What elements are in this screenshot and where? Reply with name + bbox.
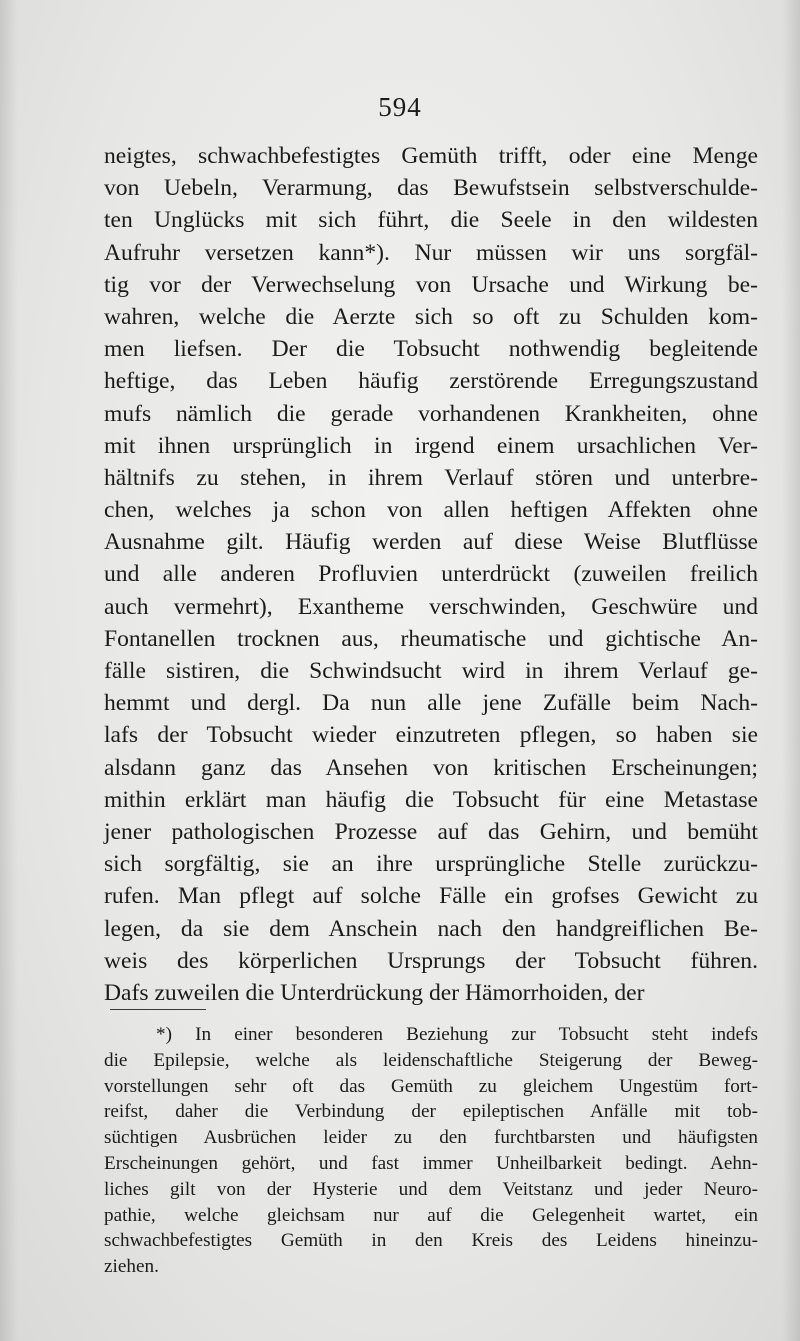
- body-text: [104, 140, 758, 1009]
- body-line: fälle sistiren, die Schwindsucht wird in ihrem Verlauf ge-: [104, 658, 758, 684]
- body-line: alsdann ganz das Ansehen von kritischen Erscheinungen;: [104, 754, 758, 781]
- footnote-line: vorstellungen sehr oft das Gemüth zu gleichem Ungestüm fort-: [104, 1075, 758, 1097]
- page-number: 594: [378, 92, 422, 122]
- body-line: von Uebeln, Verarmung, das Bewufstsein selbstverschulde-: [104, 175, 758, 202]
- body-line: mufs nämlich die gerade vorhandenen Krankheiten, ohne: [104, 400, 758, 427]
- footnote-divider: [110, 1009, 206, 1010]
- body-line: lafs der Tobsucht wieder einzutreten pflegen, so haben sie: [104, 722, 758, 749]
- body-line: Fontanellen trocknen aus, rheumatische und gichtische An-: [104, 625, 758, 652]
- body-line: sich sorgfältig, sie an ihre ursprüngliche Stelle zurückzu-: [104, 851, 758, 878]
- body-line: Dafs zuweilen die Unterdrückung der Hämorrhoiden, der: [104, 979, 645, 1006]
- body-line: legen, da sie dem Anschein nach den handgreiflichen Be-: [104, 915, 758, 942]
- body-line: wahren, welche die Aerzte sich so oft zu Schulden kom-: [104, 303, 758, 330]
- footnote-line: *) In einer besonderen Beziehung zur Tobsucht steht indefs: [156, 1024, 758, 1045]
- body-line: Aufruhr versetzen kann*). Nur müssen wir uns sorgfäl-: [104, 239, 758, 266]
- body-line: neigtes, schwachbefestigtes Gemüth trifft, oder eine Menge: [104, 143, 758, 169]
- footnote-line: die Epilepsie, welche als leidenschaftliche Steigerung der Beweg-: [104, 1049, 758, 1071]
- body-line: und alle anderen Profluvien unterdrückt (zuweilen freilich: [104, 561, 758, 588]
- page-edge-shadow-left: [0, 0, 18, 1341]
- footnote-line: schwachbefestigtes Gemüth in den Kreis des Leidens hineinzu-: [104, 1230, 758, 1252]
- footnote-line: süchtigen Ausbrüchen leider zu den furchtbarsten und häufigsten: [104, 1127, 758, 1149]
- body-line: men liefsen. Der die Tobsucht nothwendig begleitende: [104, 336, 758, 363]
- footnote-line: Erscheinungen gehört, und fast immer Unheilbarkeit bedingt. Aehn-: [104, 1152, 758, 1174]
- body-line: heftige, das Leben häufig zerstörende Erregungszustand: [104, 368, 758, 395]
- body-line: Ausnahme gilt. Häufig werden auf diese Weise Blutflüsse: [104, 529, 758, 556]
- page-edge-shadow-right: [782, 0, 800, 1341]
- body-line: weis des körperlichen Ursprungs der Tobsucht führen.: [104, 947, 758, 974]
- body-line: mit ihnen ursprünglich in irgend einem ursachlichen Ver-: [104, 432, 758, 459]
- body-line: hältnifs zu stehen, in ihrem Verlauf stören und unterbre-: [104, 464, 758, 491]
- body-line: hemmt und dergl. Da nun alle jene Zufälle beim Nach-: [104, 690, 758, 717]
- footnote: [104, 1022, 758, 1280]
- footnote-line: reifst, daher die Verbindung der epileptischen Anfälle mit tob-: [104, 1101, 758, 1123]
- body-line: jener pathologischen Prozesse auf das Gehirn, und bemüht: [104, 818, 758, 845]
- footnote-line: ziehen.: [104, 1256, 159, 1278]
- footnote-line: liches gilt von der Hysterie und dem Veitstanz und jeder Neuro-: [104, 1178, 758, 1200]
- body-line: auch vermehrt), Exantheme verschwinden, Geschwüre und: [104, 593, 758, 620]
- footnote-line: pathie, welche gleichsam nur auf die Gelegenheit wartet, ein: [104, 1204, 758, 1226]
- body-line: mithin erklärt man häufig die Tobsucht für eine Metastase: [104, 786, 758, 813]
- body-line: rufen. Man pflegt auf solche Fälle ein grofses Gewicht zu: [104, 883, 758, 910]
- body-line: ten Unglücks mit sich führt, die Seele in den wildesten: [104, 207, 758, 234]
- body-line: tig vor der Verwechselung von Ursache und Wirkung be-: [104, 271, 758, 298]
- body-line: chen, welches ja schon von allen heftigen Affekten ohne: [104, 497, 758, 524]
